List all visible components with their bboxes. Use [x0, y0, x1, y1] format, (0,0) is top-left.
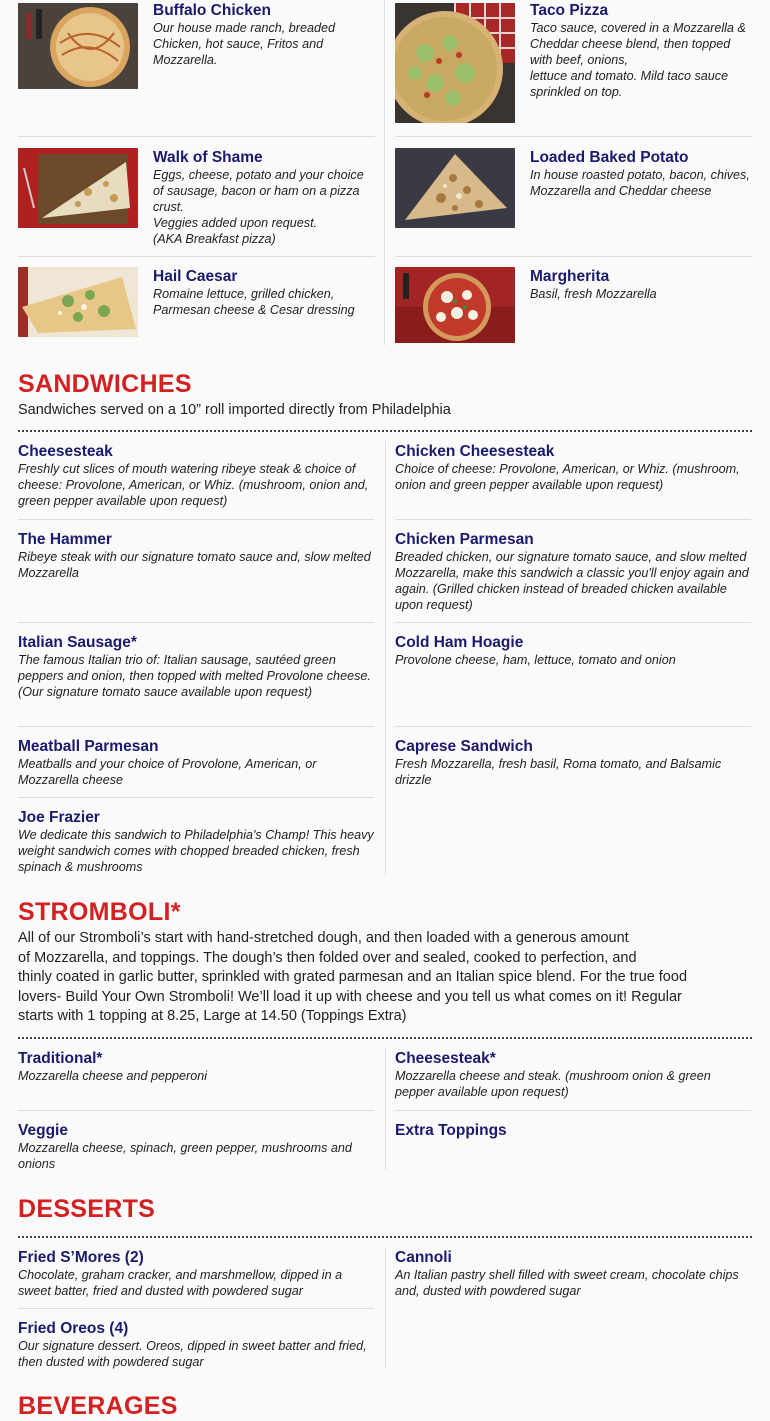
item-name: Veggie — [18, 1122, 68, 1139]
item-name: Taco Pizza — [530, 2, 609, 19]
item-description: Meatballs and your choice of Provolone, American, or Mozzarella cheese — [18, 757, 317, 787]
item-name: Chicken Cheesesteak — [395, 443, 555, 460]
item-separator — [18, 1308, 374, 1309]
item-separator — [18, 136, 375, 137]
item-name: Caprese Sandwich — [395, 738, 533, 755]
item-name: Fried Oreos (4) — [18, 1320, 129, 1337]
item-separator — [18, 726, 374, 727]
item-separator — [395, 519, 751, 520]
column-divider — [385, 441, 386, 875]
section-title-sandwiches: SANDWICHES — [18, 370, 192, 398]
menu-item-veggie — [18, 1122, 374, 1172]
column-divider — [384, 0, 385, 345]
loaded-baked-potato-pizza-photo — [395, 148, 515, 228]
item-description: Our signature dessert. Oreos, dipped in sweet batter and fried, then dusted with powdered sugar — [18, 1339, 367, 1369]
pizza-text — [530, 2, 752, 100]
menu-page — [18, 0, 752, 1420]
item-description: Taco sauce, covered in a Mozzarella & Cheddar cheese blend, then topped with beef, onions, lettuce and tomato. Mild taco sauce sprinkled on top. — [530, 21, 746, 99]
column-divider — [385, 1247, 386, 1369]
menu-item-cheesesteak-stromboli — [395, 1050, 751, 1100]
item-description: The famous Italian trio of: Italian sausage, sautéed green peppers and onion, then topped with melted Provolone cheese. (Our signature tomato sauce available upon request) — [18, 653, 371, 699]
item-separator — [395, 622, 751, 623]
item-separator — [18, 256, 375, 257]
section-divider — [18, 1236, 752, 1238]
item-name: Traditional* — [18, 1050, 103, 1067]
margherita-pizza-photo — [395, 267, 515, 343]
item-name: Walk of Shame — [153, 149, 263, 166]
item-description: We dedicate this sandwich to Philadelphia's Champ! This heavy weight sandwich comes with chopped breaded chicken, fresh spinach & mushrooms — [18, 828, 374, 874]
item-name: The Hammer — [18, 531, 112, 548]
item-description: Our house made ranch, breaded Chicken, hot sauce, Fritos and Mozzarella. — [153, 21, 336, 67]
pizza-item-margherita — [395, 266, 752, 344]
menu-item-the-hammer — [18, 531, 374, 581]
section-title-stromboli: STROMBOLI* — [18, 898, 181, 926]
sandwich-grid — [18, 441, 752, 875]
item-description: Mozzarella cheese and steak. (mushroom onion & green pepper available upon request) — [395, 1069, 711, 1099]
item-description: In house roasted potato, bacon, chives, Mozzarella and Cheddar cheese — [530, 168, 750, 198]
item-description: Provolone cheese, ham, lettuce, tomato and onion — [395, 653, 676, 667]
item-separator — [18, 622, 374, 623]
section-divider — [18, 430, 752, 432]
pizza-text — [153, 149, 375, 247]
pizza-text — [153, 2, 375, 68]
item-description: Mozzarella cheese and pepperoni — [18, 1069, 208, 1083]
column-divider — [385, 1048, 386, 1170]
item-description: Eggs, cheese, potato and your choice of sausage, bacon or ham on a pizza crust. Veggies added upon request. (AKA Breakfast pizza) — [153, 168, 364, 246]
pizza-item-loaded-baked-potato — [395, 147, 752, 257]
item-name: Margherita — [530, 268, 610, 285]
item-separator — [18, 797, 374, 798]
item-description: An Italian pastry shell filled with sweet cream, chocolate chips and, dusted with powdered sugar — [395, 1268, 739, 1298]
item-name: Cheesesteak* — [395, 1050, 496, 1067]
item-name: Cannoli — [395, 1249, 452, 1266]
pizza-text — [530, 268, 752, 302]
item-name: Fried S’Mores (2) — [18, 1249, 144, 1266]
menu-item-cheesesteak — [18, 443, 374, 509]
item-separator — [18, 519, 374, 520]
walk-of-shame-pizza-photo — [18, 148, 138, 228]
item-separator — [395, 1110, 751, 1111]
menu-item-chicken-parmesan — [395, 531, 751, 613]
stromboli-grid — [18, 1048, 752, 1170]
section-subtitle-stromboli: All of our Stromboli’s start with hand-stretched dough, and then loaded with a generous amount of Mozzarella, and toppings. The dough’s then folded over and sealed, cooked to perfection, and thinly coated in garlic butter, sprinkled with grated parmesan and an Italian spice blend. For the true food lovers- Build Your Own Stromboli! We’ll load it up with cheese and you tell us what comes on it! Regular starts with 1 topping at 8.25, Large at 14.50 (Toppings Extra) — [18, 930, 688, 1025]
specialty-pizza-grid — [18, 0, 752, 345]
pizza-text — [530, 149, 752, 199]
section-divider — [18, 1037, 752, 1039]
item-name: Chicken Parmesan — [395, 531, 534, 548]
menu-item-joe-frazier — [18, 809, 374, 875]
item-description: Basil, fresh Mozzarella — [530, 287, 657, 301]
item-name: Meatball Parmesan — [18, 738, 159, 755]
item-separator — [18, 1110, 374, 1111]
pizza-item-walk-of-shame — [18, 147, 375, 257]
item-name: Cheesesteak — [18, 443, 113, 460]
item-separator — [395, 136, 752, 137]
menu-item-caprese-sandwich — [395, 738, 751, 788]
menu-item-italian-sausage — [18, 634, 374, 700]
item-separator — [395, 256, 752, 257]
menu-item-chicken-cheesesteak — [395, 443, 751, 493]
pizza-item-buffalo-chicken — [18, 0, 375, 137]
pizza-text — [153, 268, 375, 318]
item-name: Loaded Baked Potato — [530, 149, 689, 166]
item-description: Freshly cut slices of mouth watering ribeye steak & choice of cheese: Provolone, American, or Whiz. (mushroom, onion and, green pepper available upon request) — [18, 462, 369, 508]
item-description: Mozzarella cheese, spinach, green pepper, mushrooms and onions — [18, 1141, 352, 1171]
item-name: Joe Frazier — [18, 809, 100, 826]
section-title-beverages: BEVERAGES — [18, 1392, 178, 1420]
item-description: Choice of cheese: Provolone, American, or Whiz. (mushroom, onion and green pepper available upon request) — [395, 462, 740, 492]
item-description: Ribeye steak with our signature tomato sauce and, slow melted Mozzarella — [18, 550, 371, 580]
item-name: Italian Sausage* — [18, 634, 137, 651]
item-description: Breaded chicken, our signature tomato sauce, and slow melted Mozzarella, make this sandwich a classic you'll enjoy again and again. (Grilled chicken instead of breaded chicken available upon request) — [395, 550, 749, 612]
menu-item-traditional — [18, 1050, 374, 1084]
section-subtitle-sandwiches: Sandwiches served on a 10” roll imported directly from Philadelphia — [18, 402, 451, 418]
item-separator — [395, 726, 751, 727]
item-description: Chocolate, graham cracker, and marshmellow, dipped in a sweet batter, fried and dusted with powdered sugar — [18, 1268, 343, 1298]
pizza-item-taco-pizza — [395, 0, 752, 137]
menu-item-fried-oreos — [18, 1320, 374, 1370]
item-name: Hail Caesar — [153, 268, 238, 285]
taco-pizza-photo — [395, 3, 515, 123]
item-description: Romaine lettuce, grilled chicken, Parmesan cheese & Cesar dressing — [153, 287, 355, 317]
section-title-desserts: DESSERTS — [18, 1195, 156, 1223]
item-name: Extra Toppings — [395, 1122, 507, 1139]
menu-item-cold-ham-hoagie — [395, 634, 751, 668]
item-name: Cold Ham Hoagie — [395, 634, 524, 651]
menu-item-extra-toppings — [395, 1122, 751, 1140]
menu-item-meatball-parmesan — [18, 738, 374, 788]
menu-item-fried-smores — [18, 1249, 374, 1299]
item-description: Fresh Mozzarella, fresh basil, Roma tomato, and Balsamic drizzle — [395, 757, 722, 787]
item-name: Buffalo Chicken — [153, 2, 271, 19]
menu-item-cannoli — [395, 1249, 751, 1299]
pizza-item-hail-caesar — [18, 266, 375, 341]
desserts-grid — [18, 1247, 752, 1369]
hail-caesar-pizza-photo — [18, 267, 138, 337]
buffalo-chicken-pizza-photo — [18, 3, 138, 89]
